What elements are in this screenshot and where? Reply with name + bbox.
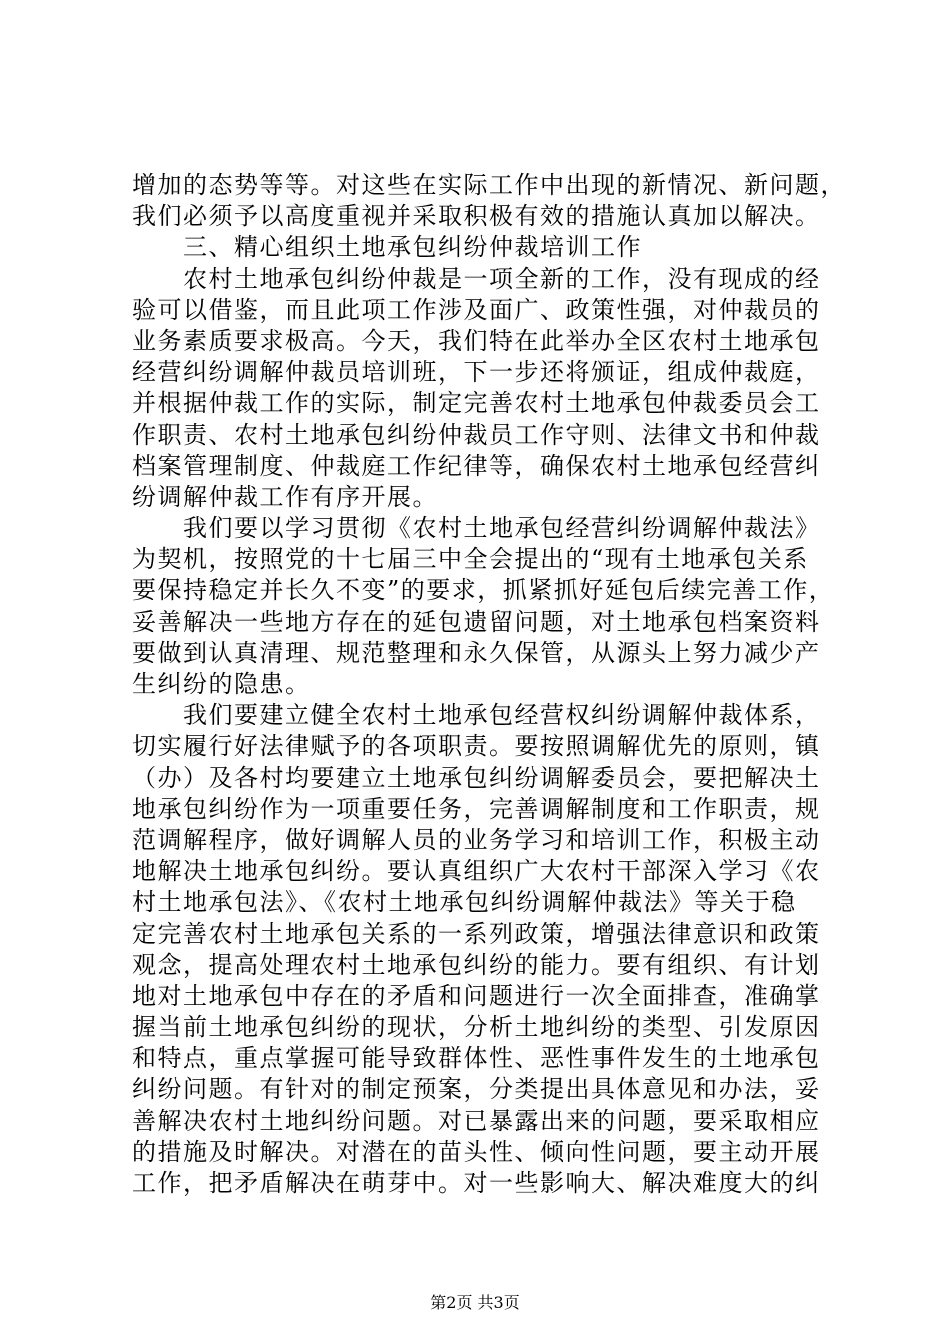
text-line: 要做到认真清理、规范整理和永久保管，从源头上努力减少产 — [132, 638, 821, 667]
text-line: 工作，把矛盾解决在萌芽中。对一些影响大、解决难度大的纠 — [132, 1169, 821, 1197]
text-line: 我们要建立健全农村土地承包经营权纠纷调解仲裁体系， — [132, 701, 821, 730]
text-line: 我们要以学习贯彻《农村土地承包经营纠纷调解仲裁法》 — [132, 514, 821, 543]
text-line: 农村土地承包纠纷仲裁是一项全新的工作，没有现成的经 — [132, 264, 821, 293]
text-line: 善解决农村土地纠纷问题。对已暴露出来的问题，要采取相应 — [132, 1106, 821, 1135]
text-line: （办）及各村均要建立土地承包纠纷调解委员会，要把解决土 — [132, 763, 821, 792]
text-line: 和特点，重点掌握可能导致群体性、恶性事件发生的土地承包 — [132, 1044, 821, 1073]
text-line: 三、精心组织土地承包纠纷仲裁培训工作 — [132, 233, 642, 262]
text-line: 切实履行好法律赋予的各项职责。要按照调解优先的原则，镇 — [132, 732, 821, 761]
text-line: 业务素质要求极高。今天，我们特在此举办全区农村土地承包 — [132, 326, 821, 355]
text-line: 地承包纠纷作为一项重要任务，完善调解制度和工作职责，规 — [132, 794, 821, 823]
text-line: 的措施及时解决。对潜在的苗头性、倾向性问题，要主动开展 — [132, 1137, 821, 1166]
page-number-footer: 第2页 共3页 — [430, 1293, 520, 1312]
text-line: 为契机，按照党的十七届三中全会提出的“现有土地承包关系 — [132, 545, 809, 574]
text-line: 档案管理制度、仲裁庭工作纪律等，确保农村土地承包经营纠 — [132, 451, 821, 480]
text-line: 经营纠纷调解仲裁员培训班，下一步还将颁证，组成仲裁庭， — [132, 358, 821, 387]
text-line: 增加的态势等等。对这些在实际工作中出现的新情况、新问题， — [132, 171, 846, 199]
text-line: 验可以借鉴，而且此项工作涉及面广、政策性强，对仲裁员的 — [132, 295, 821, 324]
text-line: 并根据仲裁工作的实际，制定完善农村土地承包仲裁委员会工 — [132, 389, 821, 418]
text-line: 定完善农村土地承包关系的一系列政策，增强法律意识和政策 — [132, 919, 821, 948]
body-text — [132, 170, 846, 1199]
text-line: 妥善解决一些地方存在的延包遗留问题，对土地承包档案资料 — [132, 607, 821, 636]
text-line: 观念，提高处理农村土地承包纠纷的能力。要有组织、有计划 — [132, 950, 821, 979]
text-line: 地解决土地承包纠纷。要认真组织广大农村干部深入学习《农 — [132, 857, 821, 886]
text-line: 村土地承包法》、《农村土地承包纠纷调解仲裁法》等关于稳 — [132, 888, 797, 917]
text-line: 作职责、农村土地承包纠纷仲裁员工作守则、法律文书和仲裁 — [132, 420, 821, 449]
text-line: 纷调解仲裁工作有序开展。 — [132, 482, 438, 511]
text-line: 握当前土地承包纠纷的现状，分析土地纠纷的类型、引发原因 — [132, 1013, 821, 1042]
text-line: 地对土地承包中存在的矛盾和问题进行一次全面排查，准确掌 — [132, 981, 821, 1010]
text-line: 范调解程序，做好调解人员的业务学习和培训工作，积极主动 — [132, 825, 821, 854]
text-line: 生纠纷的隐患。 — [132, 670, 311, 698]
text-line: 纠纷问题。有针对的制定预案，分类提出具体意见和办法，妥 — [132, 1075, 821, 1104]
text-line: 要保持稳定并长久不变”的要求，抓紧抓好延包后续完善工作， — [132, 576, 835, 605]
text-line: 我们必须予以高度重视并采取积极有效的措施认真加以解决。 — [132, 202, 821, 231]
